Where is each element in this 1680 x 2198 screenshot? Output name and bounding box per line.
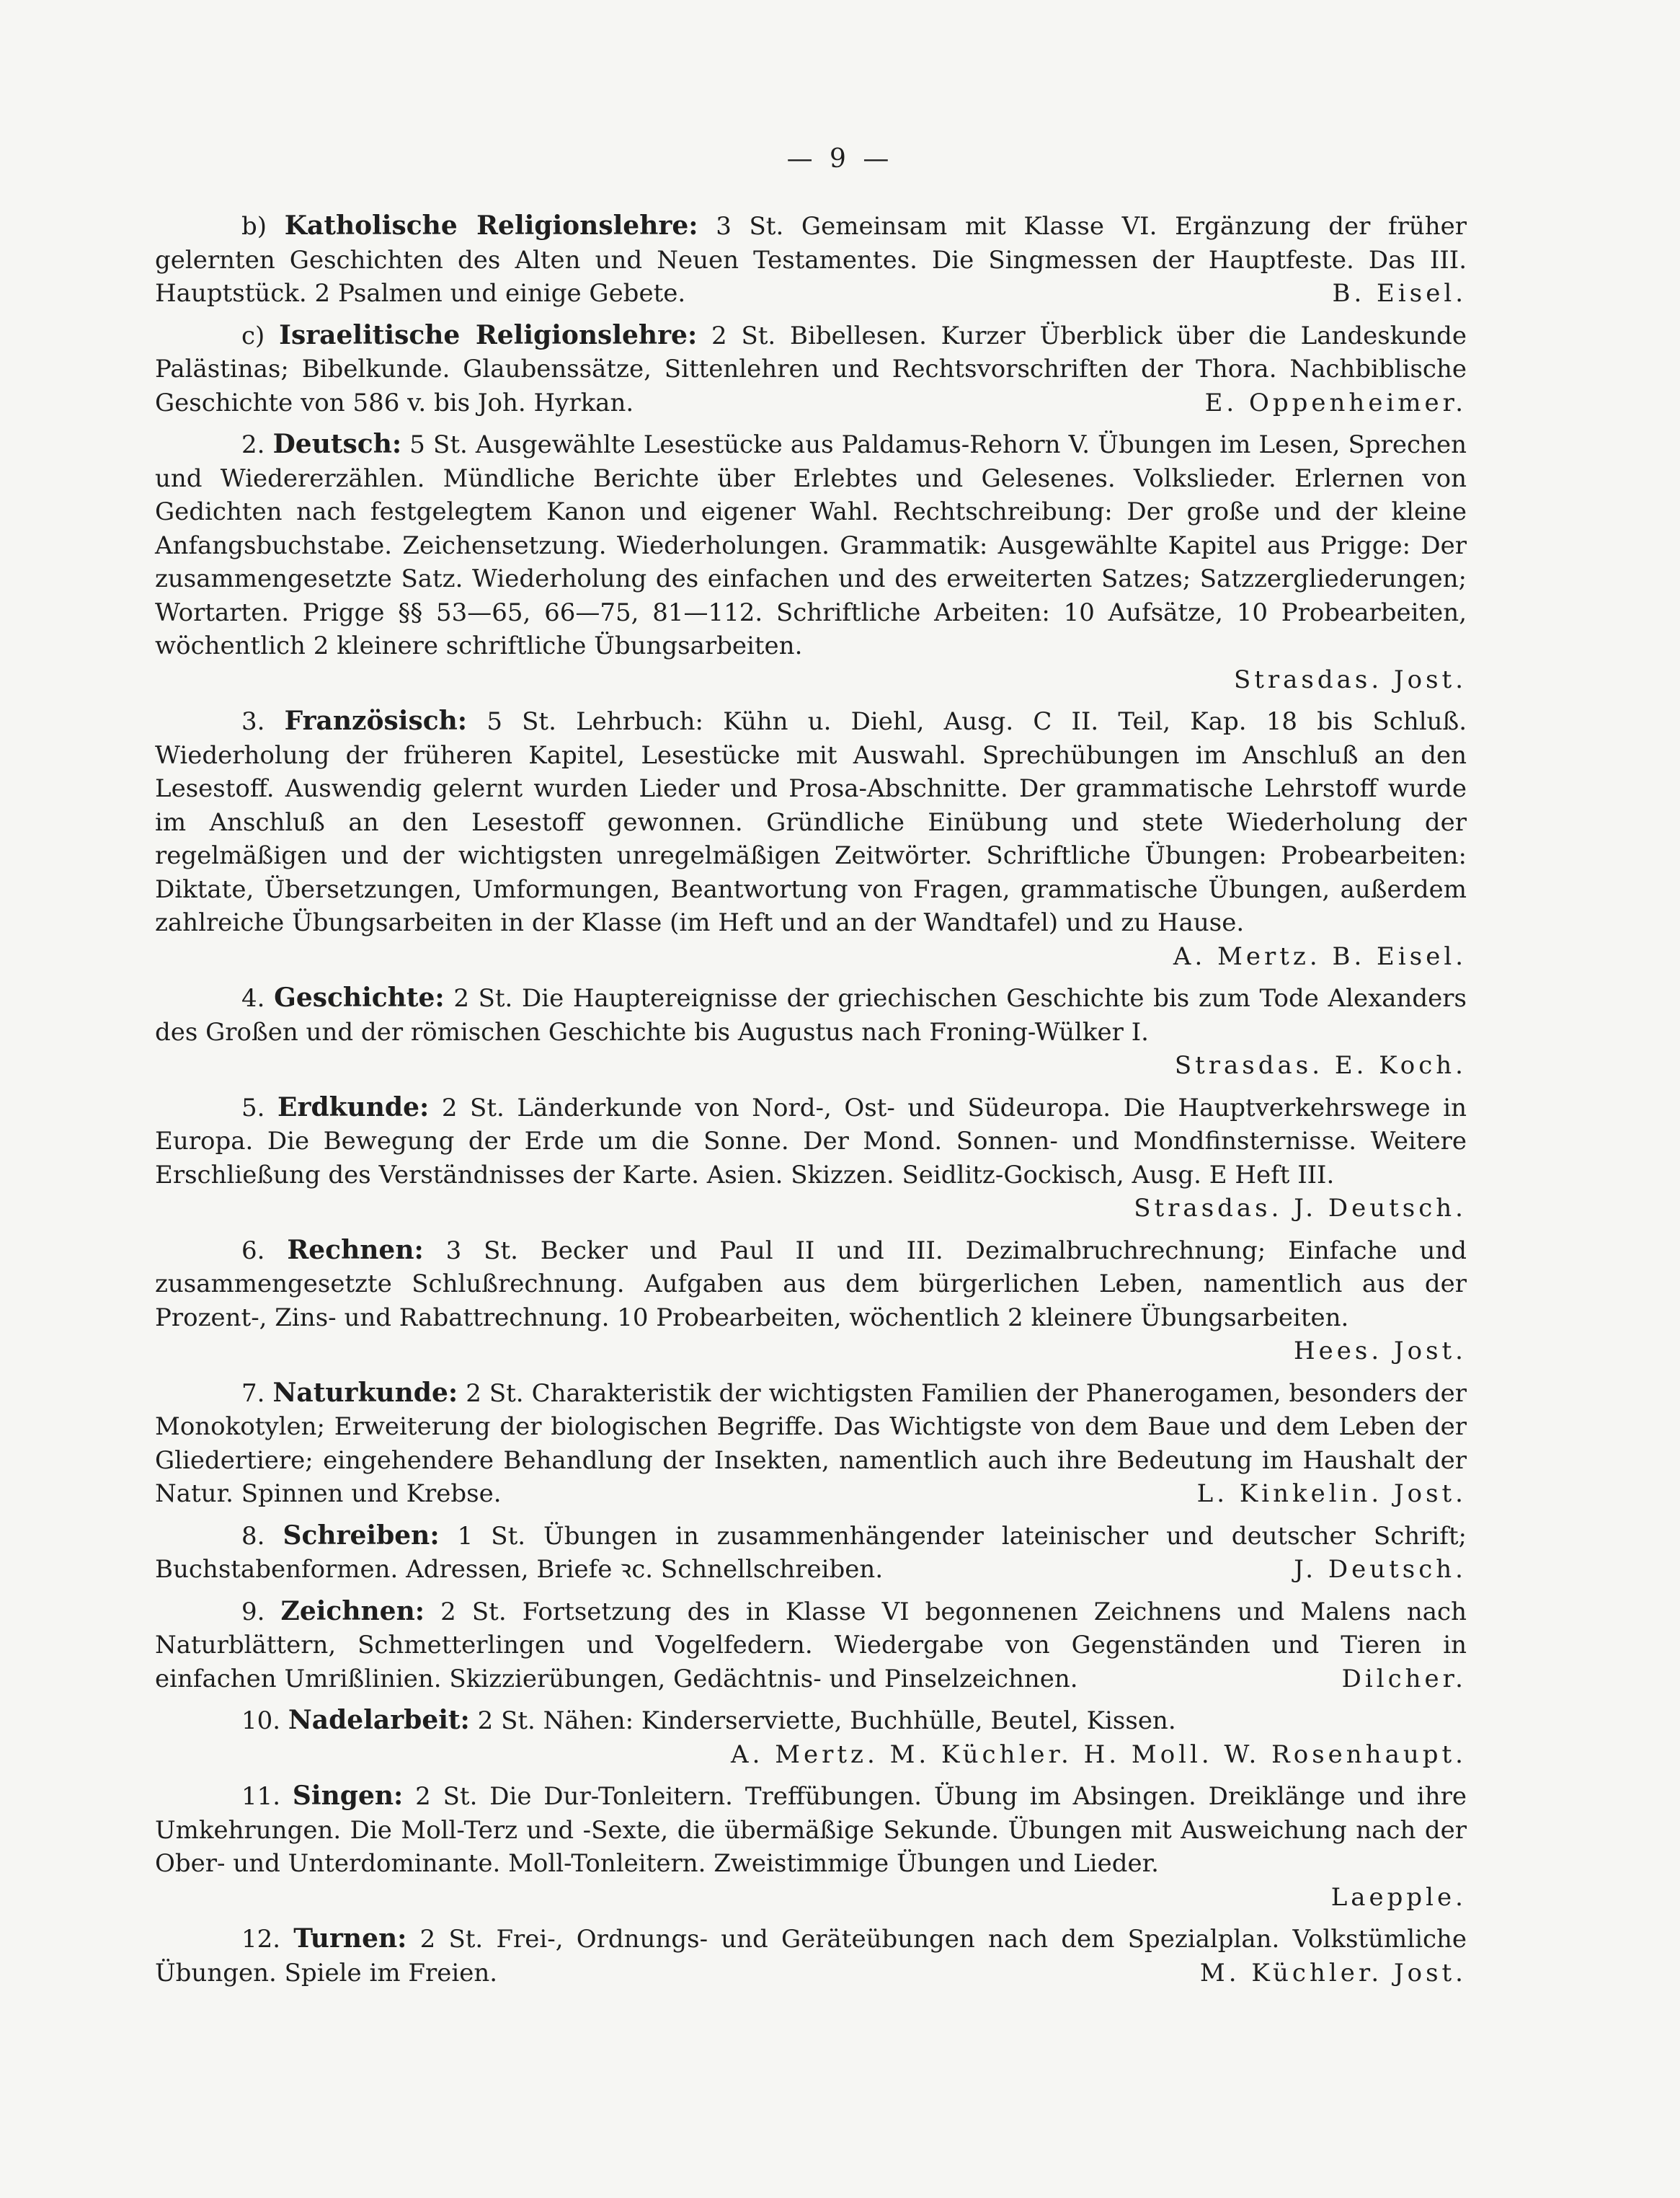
subject-text: 3 St. Gemeinsam mit Klasse VI. Ergänzung der früher gelernten Geschichten des Alten und Neuen Testamentes. Die Singmessen der Hauptfeste. Das III. Hauptstück. 2 Psalmen und einige Gebete. (155, 212, 1467, 308)
teacher-names: B. Eisel. (1332, 279, 1467, 308)
subject-paragraph (155, 1091, 1467, 1192)
page-number: — 9 — (786, 144, 894, 174)
teacher-names: A. Mertz. B. Eisel. (1173, 941, 1467, 971)
subject-paragraph (155, 1376, 1467, 1511)
subject-number: 8. (241, 1521, 265, 1551)
subject-title: Turnen: (293, 1923, 407, 1954)
subject-number: 10. (241, 1706, 281, 1735)
subject-section (155, 1922, 1467, 1990)
subject-text: 5 St. Ausgewählte Lesestücke aus Paldamus-Rehorn V. Übungen im Lesen, Sprechen und Wiedererzählen. Mündliche Berichte über Erlebtes und Gelesenes. Volkslieder. Erlernen von Gedichten nach festgelegtem Kanon und eigener Wahl. Rechtschreibung: Der große und der kleine Anfangsbuchstabe. Zeichensetzung. Wiederholungen. Grammatik: Ausgewählte Kapitel aus Prigge: Der zusammengesetzte Satz. Wiederholung des einfachen und des erweiterten Satzes; Satzzergliederungen; Wortarten. Prigge §§ 53—65, 66—75, 81—112. Schriftliche Arbeiten: 10 Aufsätze, 10 Probearbeiten, wöchentlich 2 kleinere schriftliche Übungsarbeiten. (155, 430, 1467, 660)
subject-section (155, 1233, 1467, 1368)
subject-paragraph (155, 1779, 1467, 1881)
subject-number: b) (241, 212, 267, 241)
subject-number: 3. (241, 707, 265, 736)
teacher-names: M. Küchler. Jost. (1199, 1958, 1467, 1987)
subject-title: Nadelarbeit: (288, 1705, 470, 1735)
subject-paragraph (155, 1233, 1467, 1335)
subject-title: Französisch: (284, 706, 468, 736)
teacher-names: A. Mertz. M. Küchler. H. Moll. W. Rosenhaupt. (731, 1740, 1467, 1769)
subject-title: Naturkunde: (272, 1377, 458, 1408)
subject-section (155, 1703, 1467, 1771)
teacher-names: Strasdas. E. Koch. (1174, 1051, 1467, 1080)
teacher-names: J. Deutsch. (1294, 1555, 1467, 1584)
subject-title: Erdkunde: (277, 1091, 430, 1122)
subject-title: Schreiben: (283, 1520, 440, 1551)
subject-number: c) (241, 321, 265, 350)
subject-section (155, 1376, 1467, 1511)
subject-paragraph (155, 319, 1467, 420)
subject-number: 5. (241, 1093, 265, 1122)
subject-text: 2 St. Die Hauptereignisse der griechischen Geschichte bis zum Tode Alexanders des Großen und der römischen Geschichte bis Augustus nach Froning-Wülker I. (155, 984, 1467, 1047)
subject-title: Rechnen: (287, 1234, 424, 1265)
subject-title: Katholische Religionslehre: (284, 211, 698, 241)
subject-text: 2 St. Fortsetzung des in Klasse VI begonnenen Zeichnens und Malens nach Naturblättern, Schmetterlingen und Vogelfedern. Wiedergabe von Gegenständen und Tieren in einfachen Umrißlinien. Skizzierübungen, Gedächtnis- und Pinselzeichnen. (155, 1597, 1467, 1693)
subject-title: Singen: (292, 1781, 404, 1811)
subject-section (155, 704, 1467, 973)
subject-paragraph (155, 427, 1467, 663)
teacher-names: Laepple. (1330, 1882, 1467, 1912)
subject-section (155, 1091, 1467, 1226)
subject-paragraph (155, 1703, 1467, 1738)
subject-number: 12. (241, 1925, 281, 1954)
subject-text: 3 St. Becker und Paul II und III. Dezimalbruchrechnung; Einfache und zusammengesetzte Schlußrechnung. Aufgaben aus dem bürgerlichen Leben, namentlich aus der Prozent-, Zins- und Rabattrechnung. 10 Probearbeiten, wöchentlich 2 kleinere Übungsarbeiten. (155, 1236, 1467, 1332)
subject-section (155, 981, 1467, 1083)
subject-section (155, 427, 1467, 696)
subject-number: 7. (241, 1378, 265, 1408)
subject-text: 2 St. Nähen: Kinderserviette, Buchhülle, Beutel, Kissen. (477, 1706, 1176, 1735)
teacher-names: Strasdas. J. Deutsch. (1134, 1194, 1467, 1223)
subject-number: 4. (241, 984, 265, 1013)
subject-title: Deutsch: (272, 429, 402, 459)
subject-section (155, 319, 1467, 420)
subject-paragraph (155, 1922, 1467, 1990)
subject-section (155, 209, 1467, 311)
subject-text: 2 St. Die Dur-Tonleitern. Treffübungen. Übung im Absingen. Dreiklänge und ihre Umkehrungen. Die Moll-Terz und -Sexte, die übermäßige Sekunde. Übungen mit Ausweichung nach der Ober- und Unterdominante. Moll-Tonleitern. Zweistimmige Übungen und Lieder. (155, 1782, 1467, 1878)
teacher-names: L. Kinkelin. Jost. (1196, 1479, 1467, 1508)
subject-paragraph (155, 704, 1467, 940)
subject-section (155, 1519, 1467, 1587)
subject-section (155, 1595, 1467, 1696)
subject-text: 2 St. Bibellesen. Kurzer Überblick über die Landeskunde Palästinas; Bibelkunde. Glaubenssätze, Sittenlehren und Rechtsvorschriften der Thora. Nachbiblische Geschichte von 586 v. bis Joh. Hyrkan. (155, 321, 1467, 417)
subject-text: 2 St. Frei-, Ordnungs- und Geräteübungen nach dem Spezialplan. Volkstümliche Übungen. Spiele im Freien. (155, 1925, 1467, 1987)
subject-section (155, 1779, 1467, 1914)
subject-number: 2. (241, 430, 265, 459)
subject-title: Geschichte: (274, 983, 445, 1013)
subject-text: 1 St. Übungen in zusammenhängender lateinischer und deutscher Schrift; Buchstabenformen. Adressen, Briefe ꝛc. Schnellschreiben. (155, 1521, 1467, 1584)
teacher-names: Hees. Jost. (1294, 1337, 1467, 1365)
teacher-names: E. Oppenheimer. (1204, 388, 1467, 417)
subject-number: 6. (241, 1236, 265, 1265)
subject-paragraph (155, 209, 1467, 311)
subject-number: 9. (241, 1597, 265, 1626)
document-body (155, 209, 1467, 1990)
teacher-names: Dilcher. (1341, 1664, 1467, 1693)
subject-title: Zeichnen: (280, 1595, 425, 1626)
teacher-names: Strasdas. Jost. (1233, 665, 1467, 694)
subject-text: 5 St. Lehrbuch: Kühn u. Diehl, Ausg. C II. Teil, Kap. 18 bis Schluß. Wiederholung der früheren Kapitel, Lesestücke mit Auswahl. Sprechübungen im Anschluß an den Lesestoff. Auswendig gelernt wurden Lieder und Prosa-Abschnitte. Der grammatische Lehrstoff wurde im Anschluß an den Lesestoff gewonnen. Gründliche Einübung und stete Wiederholung der regelmäßigen und der wichtigsten unregelmäßigen Zeitwörter. Schriftliche Übungen: Probearbeiten: Diktate, Übersetzungen, Umformungen, Beantwortung von Fragen, grammatische Übungen, außerdem zahlreiche Übungsarbeiten in der Klasse (im Heft und an der Wandtafel) und zu Hause. (155, 707, 1467, 937)
subject-title: Israelitische Religionslehre: (279, 319, 698, 350)
subject-paragraph (155, 1519, 1467, 1587)
subject-paragraph (155, 1595, 1467, 1696)
subject-paragraph (155, 981, 1467, 1049)
subject-text: 2 St. Charakteristik der wichtigsten Familien der Phanerogamen, besonders der Monokotylen; Erweiterung der biologischen Begriffe. Das Wichtigste von dem Baue und dem Leben der Gliedertiere; eingehendere Behandlung der Insekten, namentlich auch ihre Bedeutung im Haushalt der Natur. Spinnen und Krebse. (155, 1378, 1467, 1508)
subject-number: 11. (241, 1782, 281, 1811)
subject-text: 2 St. Länderkunde von Nord-, Ost- und Südeuropa. Die Hauptverkehrswege in Europa. Die Bewegung der Erde um die Sonne. Der Mond. Sonnen- und Mondfinsternisse. Weitere Erschließung des Verständnisses der Karte. Asien. Skizzen. Seidlitz-Gockisch, Ausg. E Heft III. (155, 1093, 1467, 1189)
